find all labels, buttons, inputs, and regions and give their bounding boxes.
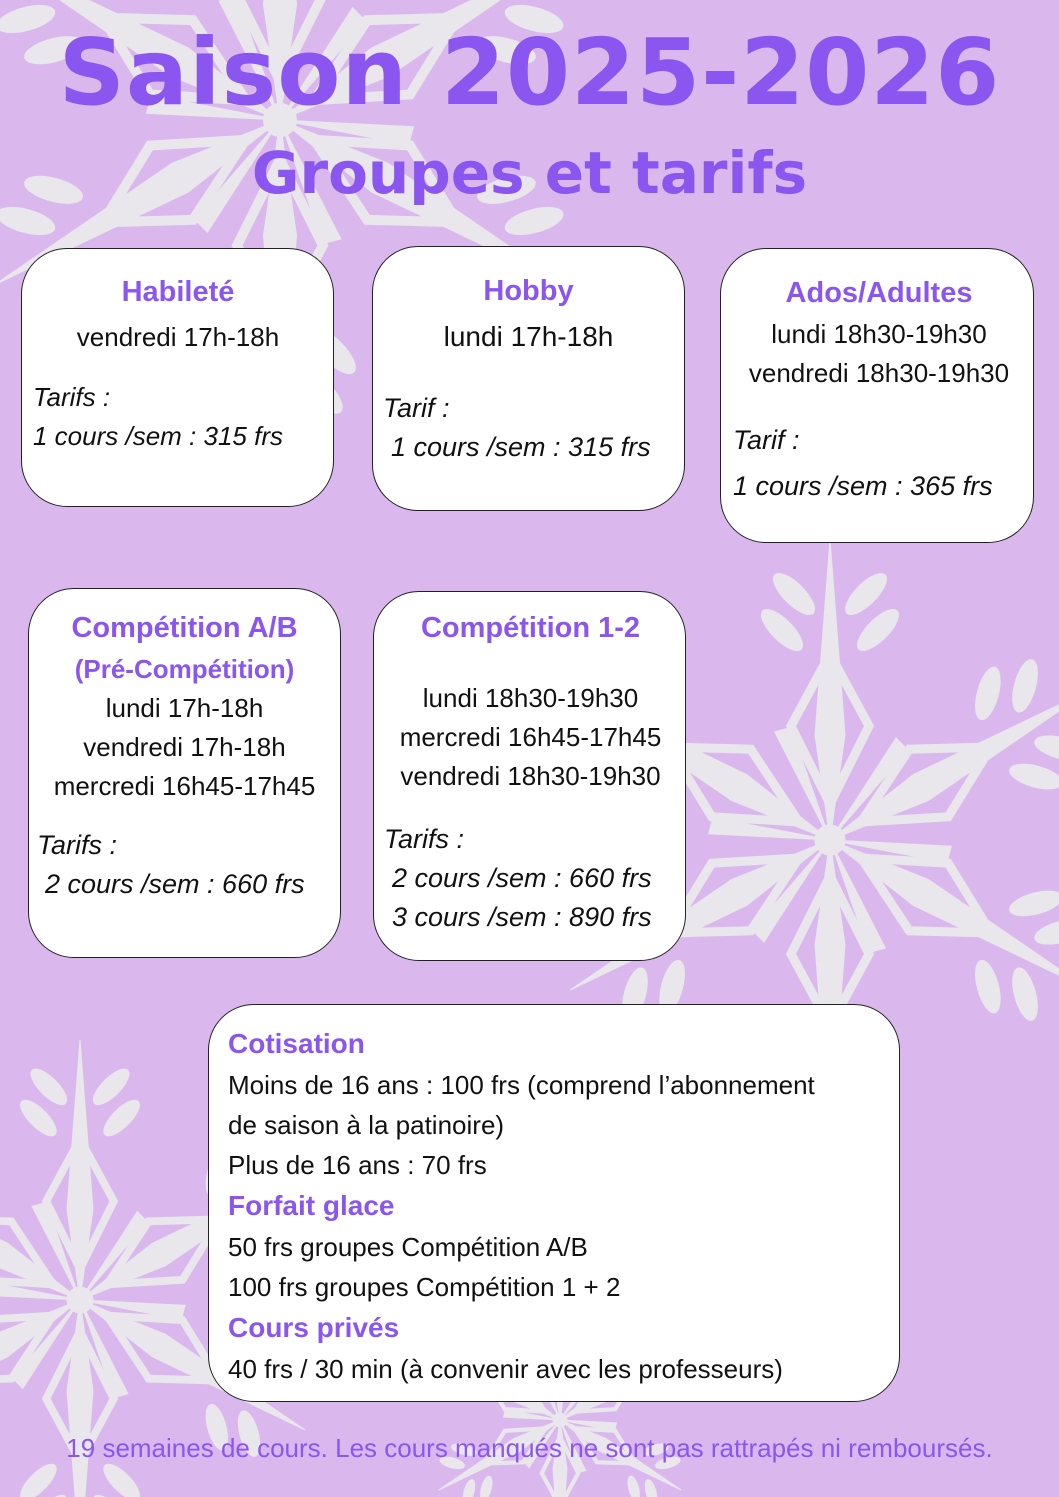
schedule-line: vendredi 17h-18h <box>83 732 286 762</box>
tarif-label: Tarifs : <box>37 830 118 860</box>
tarif-label: Tarif : <box>733 425 800 455</box>
tarif-line: 1 cours /sem : 365 frs <box>733 471 993 501</box>
forfait-line: 100 frs groupes Compétition 1 + 2 <box>228 1272 621 1302</box>
tarif-line: 2 cours /sem : 660 frs <box>45 869 305 899</box>
schedule-line: vendredi 18h30-19h30 <box>748 358 1010 388</box>
schedule-line: lundi 17h-18h <box>105 693 264 723</box>
group-card-habilete <box>21 248 334 507</box>
forfait-heading: Forfait glace <box>228 1190 395 1221</box>
group-card-hobby <box>372 246 685 511</box>
tarif-label: Tarifs : <box>384 824 465 854</box>
cotisation-heading: Cotisation <box>228 1028 365 1059</box>
page-title: Saison 2025-2026 <box>58 19 1001 126</box>
footer-note: 19 semaines de cours. Les cours manqués ne sont pas rattrapés ni remboursés. <box>66 1433 993 1463</box>
cotisation-line: Moins de 16 ans : 100 frs (comprend l’abonnement <box>228 1070 815 1100</box>
cotisation-line: de saison à la patinoire) <box>228 1110 505 1140</box>
tarif-line: 1 cours /sem : 315 frs <box>33 421 283 451</box>
schedule-line: lundi 17h-18h <box>443 321 614 352</box>
group-card-competition-1-2 <box>373 591 686 961</box>
schedule-line: vendredi 18h30-19h30 <box>400 761 661 791</box>
tarif-line: 2 cours /sem : 660 frs <box>392 863 652 893</box>
group-name: Habileté <box>121 276 235 308</box>
group-card-ados-adultes <box>720 248 1034 543</box>
schedule-line: lundi 18h30-19h30 <box>422 683 639 713</box>
group-card-competition-ab <box>28 588 341 958</box>
cours-prives-heading: Cours privés <box>228 1312 400 1343</box>
group-name: Compétition 1-2 <box>420 612 641 644</box>
schedule-line: mercredi 16h45-17h45 <box>53 771 316 801</box>
info-card <box>208 1004 900 1402</box>
tarif-line: 3 cours /sem : 890 frs <box>392 902 652 932</box>
forfait-line: 50 frs groupes Compétition A/B <box>228 1232 588 1262</box>
cotisation-line: Plus de 16 ans : 70 frs <box>228 1150 487 1180</box>
page-subtitle: Groupes et tarifs <box>251 139 808 207</box>
schedule-line: vendredi 17h-18h <box>76 322 280 352</box>
tarif-label: Tarifs : <box>33 382 111 412</box>
group-subname: (Pré-Compétition) <box>74 654 295 684</box>
tarif-line: 1 cours /sem : 315 frs <box>391 432 651 462</box>
schedule-line: lundi 18h30-19h30 <box>771 319 987 349</box>
group-name: Compétition A/B <box>71 612 298 644</box>
tarif-label: Tarif : <box>383 393 450 423</box>
schedule-line: mercredi 16h45-17h45 <box>399 722 662 752</box>
group-name: Hobby <box>483 275 574 307</box>
group-name: Ados/Adultes <box>785 277 973 309</box>
cours-prives-line: 40 frs / 30 min (à convenir avec les professeurs) <box>228 1354 783 1384</box>
